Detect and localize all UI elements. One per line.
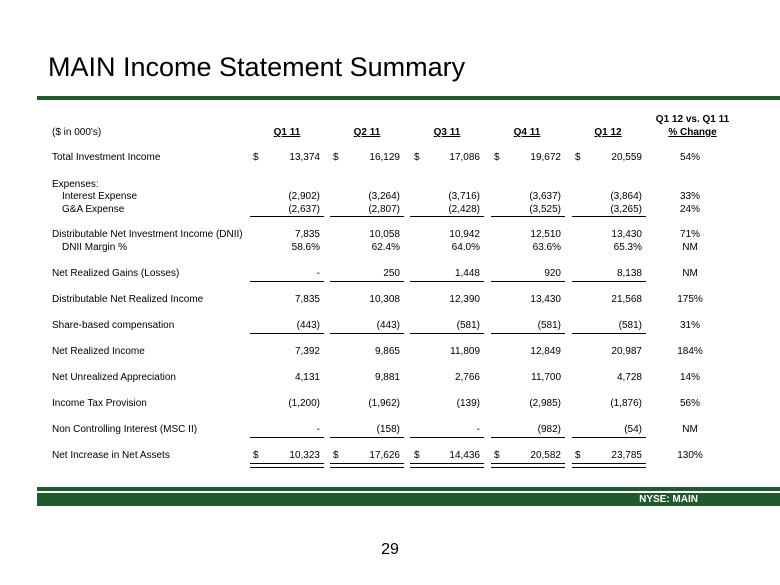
subtotal-underline — [572, 216, 646, 217]
cell-value: 58.6% — [291, 242, 320, 253]
cell-value: 250 — [383, 268, 400, 279]
table-row — [0, 191, 780, 205]
cell-value: (3,716) — [448, 191, 480, 202]
cell-value: 14,436 — [449, 450, 480, 461]
row-label: DNII Margin % — [62, 242, 128, 253]
cell-value: (443) — [376, 320, 400, 331]
col-header-q4-11: Q4 11 — [513, 127, 541, 138]
cell-change: NM — [682, 268, 698, 279]
table-row — [0, 424, 780, 438]
row-label: Total Investment Income — [52, 152, 161, 163]
cell-change: 130% — [677, 450, 703, 461]
cell-value: 21,568 — [611, 294, 642, 305]
cell-value: 13,374 — [289, 152, 320, 163]
cell-value: (1,876) — [610, 398, 642, 409]
subtotal-underline — [330, 333, 404, 334]
cell-value: 12,849 — [530, 346, 561, 357]
subtotal-underline — [250, 333, 324, 334]
cell-value: (158) — [376, 424, 400, 435]
cell-value: (581) — [618, 320, 642, 331]
cell-value: 10,942 — [449, 229, 480, 240]
cell-change: 184% — [677, 346, 703, 357]
cell-value: 23,785 — [611, 450, 642, 461]
row-label: Distributable Net Realized Income — [52, 294, 204, 305]
row-label: G&A Expense — [62, 204, 125, 215]
dollar-sign: $ — [494, 450, 500, 461]
cell-change: 54% — [679, 152, 700, 163]
page-title: MAIN Income Statement Summary — [48, 52, 466, 82]
cell-value: - — [316, 424, 320, 435]
dollar-sign: $ — [414, 450, 420, 461]
table-row — [0, 320, 780, 334]
dollar-sign: $ — [575, 450, 581, 461]
total-double-underline — [410, 463, 484, 468]
cell-value: 12,510 — [530, 229, 561, 240]
table-row — [0, 294, 780, 308]
subtotal-underline — [572, 333, 646, 334]
table-row — [0, 268, 780, 282]
cell-value: (982) — [537, 424, 561, 435]
cell-change: 56% — [679, 398, 700, 409]
cell-value: 20,987 — [611, 346, 642, 357]
cell-value: 1,448 — [454, 268, 480, 279]
cell-value: 16,129 — [369, 152, 400, 163]
cell-value: 7,835 — [294, 294, 320, 305]
subtotal-underline — [491, 281, 565, 282]
dollar-sign: $ — [575, 152, 581, 163]
cell-value: (3,525) — [529, 204, 561, 215]
subtotal-underline — [330, 281, 404, 282]
dollar-sign: $ — [333, 450, 339, 461]
title-divider — [37, 96, 780, 100]
col-header-q2-11: Q2 11 — [353, 127, 381, 138]
cell-change: 14% — [679, 372, 700, 383]
cell-value: (2,428) — [448, 204, 480, 215]
cell-change: 71% — [679, 229, 700, 240]
cell-value: 17,086 — [449, 152, 480, 163]
dollar-sign: $ — [333, 152, 339, 163]
cell-value: (54) — [624, 424, 642, 435]
row-label: Non Controlling Interest (MSC II) — [52, 424, 198, 435]
dollar-sign: $ — [494, 152, 500, 163]
cell-value: (2,637) — [288, 204, 320, 215]
cell-value: 9,881 — [374, 372, 400, 383]
cell-value: 13,430 — [611, 229, 642, 240]
footer-divider — [37, 487, 780, 491]
row-label: Net Realized Gains (Losses) — [52, 268, 180, 279]
footer-band — [37, 493, 780, 506]
row-label: Net Increase in Net Assets — [52, 450, 170, 461]
row-label: Distributable Net Investment Income (DNII) — [52, 229, 243, 240]
subtotal-underline — [410, 216, 484, 217]
ticker-label: NYSE: MAIN — [639, 494, 698, 505]
subtotal-underline — [491, 333, 565, 334]
cell-value: (1,200) — [288, 398, 320, 409]
cell-value: 11,700 — [531, 372, 561, 383]
cell-value: 10,323 — [289, 450, 320, 461]
cell-value: 4,131 — [294, 372, 320, 383]
cell-value: (3,637) — [529, 191, 561, 202]
cell-value: 20,559 — [611, 152, 642, 163]
cell-value: 2,766 — [454, 372, 480, 383]
subtotal-underline — [491, 437, 565, 438]
table-row — [0, 372, 780, 386]
cell-value: (443) — [296, 320, 320, 331]
cell-value: (581) — [456, 320, 480, 331]
cell-value: 10,308 — [369, 294, 400, 305]
row-label: Income Tax Provision — [52, 398, 147, 409]
cell-value: 8,138 — [616, 268, 642, 279]
page-number: 29 — [381, 541, 399, 558]
cell-value: (2,985) — [529, 398, 561, 409]
cell-value: 9,865 — [374, 346, 400, 357]
cell-value: 7,392 — [294, 346, 320, 357]
cell-value: 19,672 — [530, 152, 561, 163]
cell-value: (2,902) — [288, 191, 320, 202]
row-label: Net Realized Income — [52, 346, 145, 357]
cell-value: (3,864) — [610, 191, 642, 202]
cell-value: 13,430 — [530, 294, 561, 305]
cell-value: 64.0% — [451, 242, 480, 253]
table-row — [0, 152, 780, 166]
cell-change: 24% — [679, 204, 700, 215]
subtotal-underline — [250, 216, 324, 217]
cell-value: (2,807) — [368, 204, 400, 215]
subtotal-underline — [250, 437, 324, 438]
subtotal-underline — [330, 437, 404, 438]
cell-value: 65.3% — [613, 242, 642, 253]
cell-value: 12,390 — [449, 294, 480, 305]
cell-value: (3,265) — [610, 204, 642, 215]
cell-value: 7,835 — [294, 229, 320, 240]
cell-value: 63.6% — [532, 242, 561, 253]
cell-value: (139) — [456, 398, 480, 409]
dollar-sign: $ — [414, 152, 420, 163]
table-row — [0, 346, 780, 360]
cell-value: 10,058 — [369, 229, 400, 240]
cell-value: (1,962) — [368, 398, 400, 409]
subtotal-underline — [250, 281, 324, 282]
cell-change: NM — [682, 424, 698, 435]
table-row — [0, 450, 780, 464]
cell-value: 20,582 — [530, 450, 561, 461]
subtotal-underline — [330, 216, 404, 217]
cell-change: NM — [682, 242, 698, 253]
units-label: ($ in 000's) — [52, 127, 102, 138]
cell-value: - — [316, 268, 320, 279]
cell-value: 11,809 — [450, 346, 480, 357]
cell-value: 920 — [544, 268, 561, 279]
change-header-line1: Q1 12 vs. Q1 11 — [655, 114, 730, 125]
dollar-sign: $ — [253, 450, 259, 461]
row-label: Interest Expense — [62, 191, 138, 202]
subtotal-underline — [410, 333, 484, 334]
subtotal-underline — [491, 216, 565, 217]
row-label: Share-based compensation — [52, 320, 175, 331]
subtotal-underline — [410, 437, 484, 438]
total-double-underline — [491, 463, 565, 468]
dollar-sign: $ — [253, 152, 259, 163]
table-row — [0, 242, 780, 256]
cell-value: 17,626 — [369, 450, 400, 461]
cell-change: 31% — [679, 320, 700, 331]
change-header-line2: % Change — [668, 127, 717, 138]
subtotal-underline — [572, 437, 646, 438]
col-header-q1-11: Q1 11 — [273, 127, 301, 138]
row-label: Expenses: — [52, 179, 99, 190]
cell-change: 33% — [679, 191, 700, 202]
total-double-underline — [572, 463, 646, 468]
subtotal-underline — [572, 281, 646, 282]
table-row — [0, 398, 780, 412]
cell-value: (3,264) — [368, 191, 400, 202]
cell-change: 175% — [677, 294, 703, 305]
col-header-q3-11: Q3 11 — [433, 127, 461, 138]
cell-value: - — [476, 424, 480, 435]
cell-value: 62.4% — [371, 242, 400, 253]
col-header-q1-12: Q1 12 — [594, 127, 622, 138]
total-double-underline — [330, 463, 404, 468]
total-double-underline — [250, 463, 324, 468]
cell-value: (581) — [537, 320, 561, 331]
row-label: Net Unrealized Appreciation — [52, 372, 176, 383]
subtotal-underline — [410, 281, 484, 282]
cell-value: 4,728 — [616, 372, 642, 383]
table-row — [0, 229, 780, 243]
